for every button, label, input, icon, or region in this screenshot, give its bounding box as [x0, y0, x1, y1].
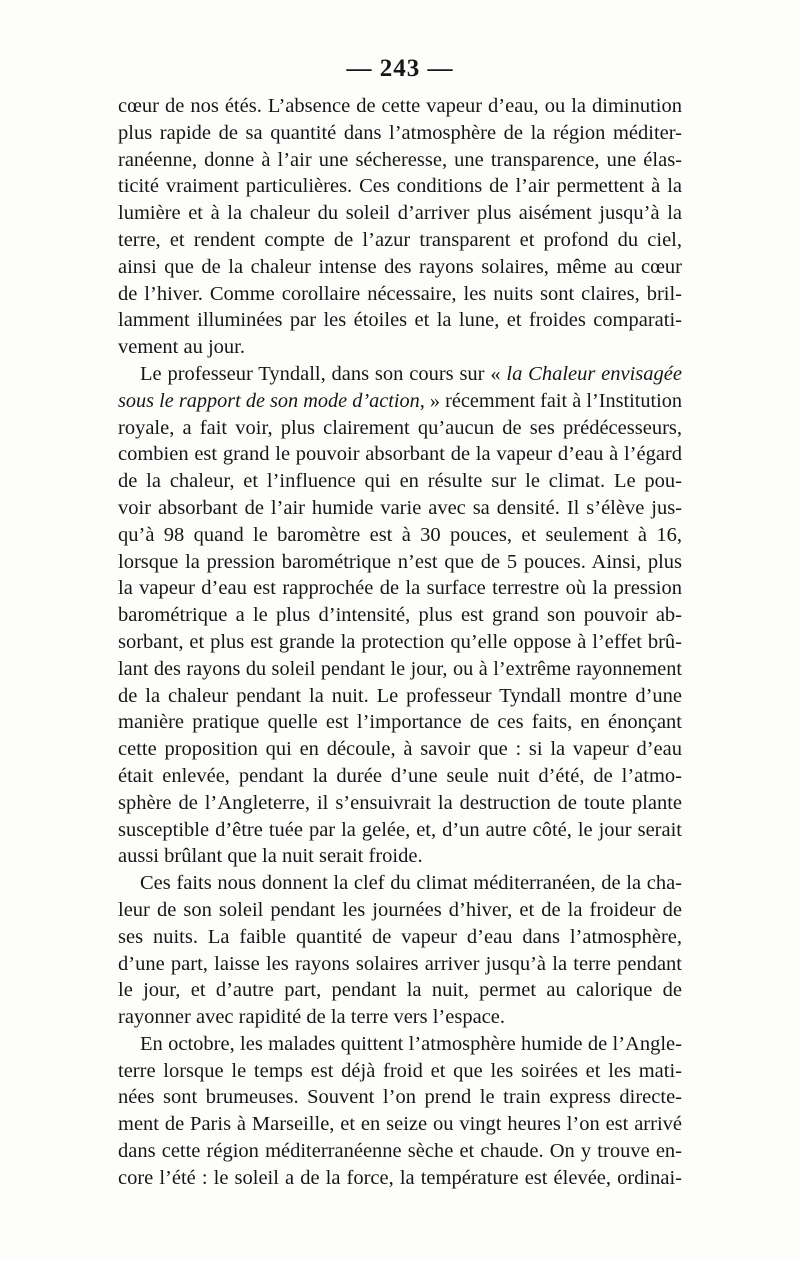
paragraph-2 — [118, 361, 682, 870]
text-line: aussi brûlant que la nuit serait froide. — [118, 845, 423, 868]
text-line: lamment illuminées par les étoiles et la lune, et froides comparati- — [118, 309, 682, 332]
text-line — [118, 388, 682, 415]
text-line: susceptible d’être tuée par la gelée, et, d’un autre côté, le jour serait — [118, 818, 682, 841]
text-line: le jour, et d’autre part, pendant la nuit, permet au calorique de — [118, 979, 682, 1002]
text-line: ticité vraiment particulières. Ces conditions de l’air permettent à la — [118, 175, 682, 198]
text-line: nées sont brumeuses. Souvent l’on prend le train express directe- — [118, 1086, 682, 1109]
text-line: ainsi que de la chaleur intense des rayons solaires, même au cœur — [118, 255, 682, 278]
text-line: En octobre, les malades quittent l’atmosphère humide de l’Angle- — [140, 1032, 682, 1055]
text-line: ment de Paris à Marseille, et en seize ou vingt heures l’on est arrivé — [118, 1113, 682, 1136]
paragraph-4 — [118, 1031, 682, 1192]
text-line: leur de son soleil pendant les journées d’hiver, et de la froideur de — [118, 898, 682, 921]
text-line: cette proposition qui en découle, à savoir que : si la vapeur d’eau — [118, 738, 682, 761]
text-line: lant des rayons du soleil pendant le jour, ou à l’extrême rayonnement — [118, 657, 682, 680]
italic-title-part-1: la Chaleur envisagée — [506, 362, 682, 385]
text-line: lumière et à la chaleur du soleil d’arriver plus aisément jusqu’à la — [118, 202, 682, 225]
text-line: lorsque la pression barométrique n’est que de 5 pouces. Ainsi, plus — [118, 550, 682, 573]
text-line: plus rapide de sa quantité dans l’atmosphère de la région méditer- — [118, 121, 682, 144]
text-line: barométrique a le plus d’intensité, plus est grand son pouvoir ab- — [118, 604, 682, 627]
text-line: de la chaleur, et l’influence qui en résulte sur le climat. Le pou- — [118, 470, 682, 493]
text-line: de l’hiver. Comme corollaire nécessaire, les nuits sont claires, bril- — [118, 282, 682, 305]
text-line — [118, 361, 682, 388]
text-line: voir absorbant de l’air humide varie avec sa densité. Il s’élève jus- — [118, 496, 682, 519]
text-line: royale, a fait voir, plus clairement qu’aucun de ses prédécesseurs, — [118, 416, 682, 439]
text-line: cœur de nos étés. L’absence de cette vapeur d’eau, ou la diminution — [118, 95, 682, 117]
text-line: de la chaleur pendant la nuit. Le professeur Tyndall montre d’une — [118, 684, 682, 707]
page-number: — 243 — — [346, 55, 454, 82]
text-line: rayonner avec rapidité de la terre vers l’espace. — [118, 1006, 505, 1029]
text-line: d’une part, laisse les rayons solaires arriver jusqu’à la terre pendant — [118, 952, 682, 975]
text-line: core l’été : le soleil a de la force, la température est élevée, ordinai- — [118, 1166, 682, 1189]
text-line: qu’à 98 quand le baromètre est à 30 pouces, et seulement à 16, — [118, 523, 682, 546]
text-line: Ces faits nous donnent la clef du climat méditerranéen, de la cha- — [140, 872, 682, 895]
text-line: combien est grand le pouvoir absorbant de la vapeur d’eau à l’égard — [118, 443, 682, 466]
text-line: manière pratique quelle est l’importance de ces faits, en énonçant — [118, 711, 682, 734]
text-line: était enlevée, pendant la durée d’une seule nuit d’été, de l’atmo- — [118, 764, 682, 787]
text-line: ses nuits. La faible quantité de vapeur d’eau dans l’atmosphère, — [118, 925, 682, 948]
text-line: ranéenne, donne à l’air une sécheresse, une transparence, une élas- — [118, 148, 682, 171]
text-line: terre lorsque le temps est déjà froid et que les soirées et les mati- — [118, 1059, 682, 1082]
text-run: Le professeur Tyndall, dans son cours sur « — [140, 362, 507, 385]
paragraph-1 — [118, 93, 682, 361]
italic-title-part-2: sous le rapport de son mode d’action — [118, 389, 420, 412]
text-line: vement au jour. — [118, 336, 245, 359]
text-line: sphère de l’Angleterre, il s’ensuivrait la destruction de toute plante — [118, 791, 682, 814]
text-line: sorbant, et plus est grande la protection qu’elle oppose à l’effet brû- — [118, 630, 682, 653]
text-line: dans cette région méditerranéenne sèche et chaude. On y trouve en- — [118, 1140, 682, 1163]
text-line: terre, et rendent compte de l’azur transparent et profond du ciel, — [118, 228, 682, 251]
paragraph-3 — [118, 870, 682, 1031]
text-line: la vapeur d’eau est rapprochée de la surface terrestre où la pression — [118, 577, 682, 600]
body-text — [118, 93, 682, 1192]
text-run: , » récemment fait à l’Institution — [419, 389, 682, 412]
